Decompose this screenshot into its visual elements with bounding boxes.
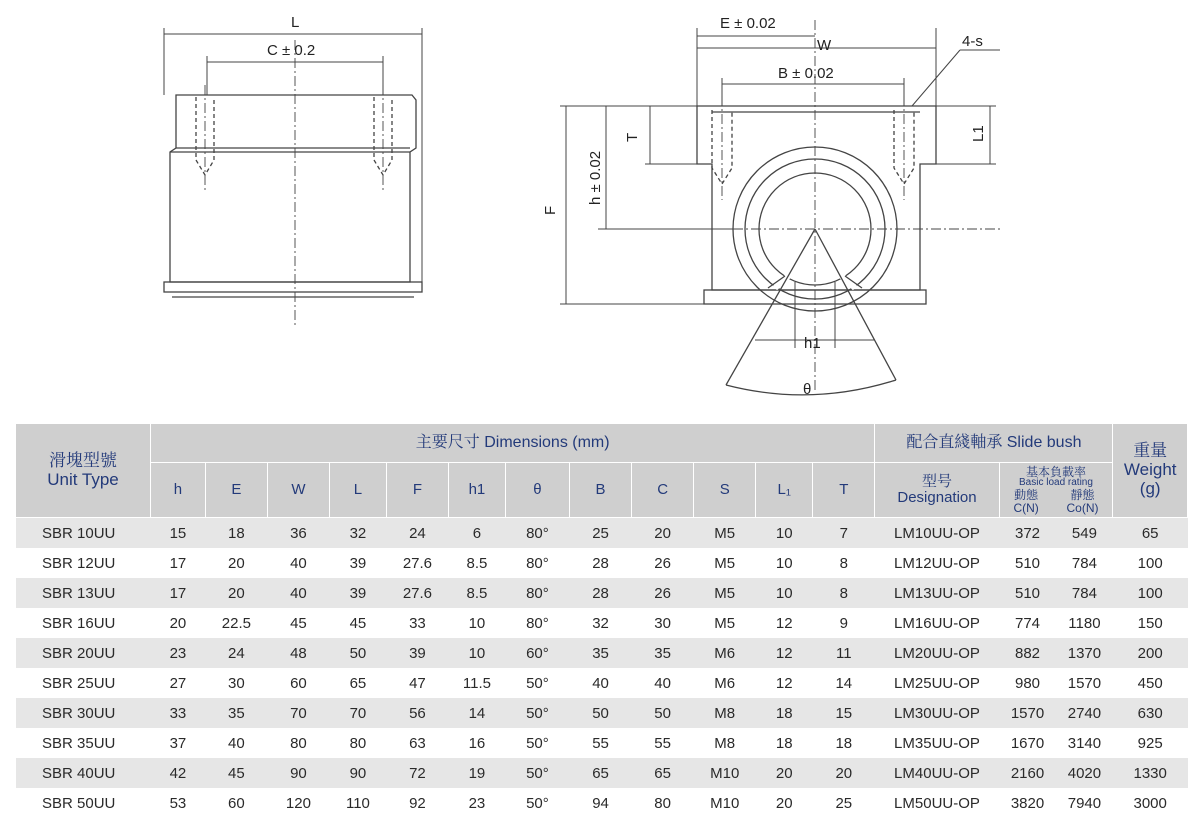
- table-cell: 28: [570, 548, 632, 578]
- weight-cn: 重量: [1133, 441, 1168, 461]
- table-cell: 55: [570, 728, 632, 758]
- table-cell: 80°: [505, 578, 569, 608]
- dim-E-label: E ± 0.02: [720, 15, 776, 32]
- table-cell: 16: [448, 728, 505, 758]
- table-cell: 50: [632, 698, 694, 728]
- table-cell: 100: [1113, 578, 1188, 608]
- table-row: [16, 518, 1188, 549]
- table-row: [16, 608, 1188, 638]
- table-cell: 24: [205, 638, 267, 668]
- table-cell: 8: [813, 548, 875, 578]
- table-cell: LM16UU-OP: [875, 608, 999, 638]
- col-load-rating: [999, 463, 1113, 518]
- table-row: [16, 698, 1188, 728]
- table-cell: SBR 30UU: [16, 698, 151, 728]
- col-theta: θ: [505, 463, 569, 518]
- table-cell: LM50UU-OP: [875, 788, 999, 818]
- col-S: S: [694, 463, 756, 518]
- weight-header: [1113, 424, 1188, 518]
- table-cell: 11: [813, 638, 875, 668]
- table-cell: 510: [999, 548, 1056, 578]
- table-cell: 18: [756, 728, 813, 758]
- table-cell: 50°: [505, 788, 569, 818]
- table-cell: 774: [999, 608, 1056, 638]
- table-cell: 24: [386, 518, 448, 549]
- dim-T-label: T: [624, 132, 641, 142]
- table-cell: 3820: [999, 788, 1056, 818]
- table-cell: 35: [570, 638, 632, 668]
- co-en: Co(N): [1066, 500, 1099, 515]
- table-cell: M5: [694, 548, 756, 578]
- table-cell: 1670: [999, 728, 1056, 758]
- col-L1: L₁: [756, 463, 813, 518]
- table-cell: 90: [267, 758, 329, 788]
- table-cell: 36: [267, 518, 329, 549]
- col-h: h: [151, 463, 206, 518]
- table-cell: 6: [448, 518, 505, 549]
- col-W: W: [267, 463, 329, 518]
- table-cell: 15: [813, 698, 875, 728]
- table-cell: 94: [570, 788, 632, 818]
- table-cell: 23: [448, 788, 505, 818]
- table-cell: SBR 20UU: [16, 638, 151, 668]
- table-cell: 784: [1056, 578, 1113, 608]
- table-cell: 7940: [1056, 788, 1113, 818]
- unit-type-en: Unit Type: [47, 469, 119, 489]
- table-cell: 50°: [505, 758, 569, 788]
- table-cell: 80: [267, 728, 329, 758]
- table-cell: 10: [448, 608, 505, 638]
- table-cell: 70: [267, 698, 329, 728]
- table-cell: SBR 25UU: [16, 668, 151, 698]
- slide-bush-header: 配合直綫軸承 Slide bush: [875, 424, 1113, 463]
- table-cell: 35: [632, 638, 694, 668]
- table-cell: 27.6: [386, 548, 448, 578]
- table-cell: 2740: [1056, 698, 1113, 728]
- dimensions-header: 主要尺寸 Dimensions (mm): [151, 424, 875, 463]
- table-cell: 30: [632, 608, 694, 638]
- table-cell: 10: [756, 548, 813, 578]
- dim-C-label: C ± 0.2: [267, 42, 316, 59]
- table-cell: SBR 12UU: [16, 548, 151, 578]
- table-cell: 50°: [505, 728, 569, 758]
- table-cell: 19: [448, 758, 505, 788]
- table-row: [16, 758, 1188, 788]
- table-cell: M10: [694, 758, 756, 788]
- table-cell: 450: [1113, 668, 1188, 698]
- table-cell: 20: [205, 548, 267, 578]
- table-cell: 3000: [1113, 788, 1188, 818]
- table-cell: 23: [151, 638, 206, 668]
- co-cn: 靜態: [1070, 487, 1095, 502]
- table-cell: LM13UU-OP: [875, 578, 999, 608]
- table-cell: LM20UU-OP: [875, 638, 999, 668]
- table-cell: 40: [632, 668, 694, 698]
- dim-B-label: B ± 0.02: [778, 65, 834, 82]
- table-cell: 27: [151, 668, 206, 698]
- table-cell: 56: [386, 698, 448, 728]
- table-cell: 925: [1113, 728, 1188, 758]
- table-cell: LM12UU-OP: [875, 548, 999, 578]
- table-cell: 14: [813, 668, 875, 698]
- table-cell: LM25UU-OP: [875, 668, 999, 698]
- col-B: B: [570, 463, 632, 518]
- table-cell: M5: [694, 518, 756, 549]
- dim-h-label: h ± 0.02: [587, 150, 604, 205]
- unit-type-header: [16, 424, 151, 518]
- table-cell: 4020: [1056, 758, 1113, 788]
- table-cell: 26: [632, 578, 694, 608]
- table-cell: M6: [694, 638, 756, 668]
- table-cell: 1370: [1056, 638, 1113, 668]
- table-cell: 20: [632, 518, 694, 549]
- table-cell: 14: [448, 698, 505, 728]
- table-cell: 33: [386, 608, 448, 638]
- table-cell: 549: [1056, 518, 1113, 549]
- table-cell: 510: [999, 578, 1056, 608]
- table-cell: 53: [151, 788, 206, 818]
- table-cell: 980: [999, 668, 1056, 698]
- table-cell: 40: [267, 578, 329, 608]
- c-cn: 動態: [1014, 487, 1039, 502]
- front-view: [164, 28, 422, 325]
- col-E: E: [205, 463, 267, 518]
- table-cell: 1180: [1056, 608, 1113, 638]
- dim-h1-label: h1: [804, 335, 821, 352]
- table-cell: 50°: [505, 668, 569, 698]
- table-cell: 18: [813, 728, 875, 758]
- table-cell: 784: [1056, 548, 1113, 578]
- table-cell: 80°: [505, 518, 569, 549]
- col-F: F: [386, 463, 448, 518]
- table-cell: 120: [267, 788, 329, 818]
- table-cell: 2160: [999, 758, 1056, 788]
- table-cell: 40: [267, 548, 329, 578]
- table-cell: 630: [1113, 698, 1188, 728]
- table-cell: 39: [386, 638, 448, 668]
- col-designation: [875, 463, 999, 518]
- dim-W-label: W: [817, 37, 832, 54]
- table-cell: 28: [570, 578, 632, 608]
- dim-L1-label: L1: [970, 125, 987, 142]
- table-cell: 150: [1113, 608, 1188, 638]
- table-cell: 10: [448, 638, 505, 668]
- col-C: C: [632, 463, 694, 518]
- table-cell: 17: [151, 578, 206, 608]
- table-cell: SBR 13UU: [16, 578, 151, 608]
- table-cell: 50: [329, 638, 386, 668]
- table-cell: 20: [205, 578, 267, 608]
- designation-en: Designation: [897, 489, 977, 506]
- table-cell: 32: [570, 608, 632, 638]
- col-h1: h1: [448, 463, 505, 518]
- table-cell: 37: [151, 728, 206, 758]
- dim-s-label: 4-s: [962, 33, 983, 50]
- table-cell: M5: [694, 608, 756, 638]
- table-cell: 18: [205, 518, 267, 549]
- col-T: T: [813, 463, 875, 518]
- table-cell: 40: [570, 668, 632, 698]
- load-en: Basic load rating: [1019, 477, 1093, 489]
- table-cell: LM35UU-OP: [875, 728, 999, 758]
- table-row: [16, 788, 1188, 818]
- table-cell: 65: [632, 758, 694, 788]
- table-cell: LM30UU-OP: [875, 698, 999, 728]
- table-cell: SBR 40UU: [16, 758, 151, 788]
- table-cell: 22.5: [205, 608, 267, 638]
- table-cell: 1570: [999, 698, 1056, 728]
- table-cell: 12: [756, 608, 813, 638]
- table-cell: 20: [756, 788, 813, 818]
- table-row: [16, 548, 1188, 578]
- table-cell: M10: [694, 788, 756, 818]
- table-cell: 30: [205, 668, 267, 698]
- table-cell: 12: [756, 638, 813, 668]
- table-cell: 25: [813, 788, 875, 818]
- table-cell: SBR 50UU: [16, 788, 151, 818]
- table-cell: 39: [329, 578, 386, 608]
- designation-cn: 型号: [921, 472, 952, 490]
- table-cell: M5: [694, 578, 756, 608]
- table-cell: 17: [151, 548, 206, 578]
- c-en: C(N): [1013, 500, 1039, 515]
- col-L: L: [329, 463, 386, 518]
- table-cell: 42: [151, 758, 206, 788]
- table-cell: 80: [632, 788, 694, 818]
- table-cell: 50: [570, 698, 632, 728]
- table-cell: 60: [267, 668, 329, 698]
- table-cell: 27.6: [386, 578, 448, 608]
- load-cn: 基本負載率: [1025, 464, 1086, 479]
- table-cell: 65: [570, 758, 632, 788]
- table-cell: 7: [813, 518, 875, 549]
- spec-table: [16, 424, 1188, 818]
- table-cell: 110: [329, 788, 386, 818]
- table-cell: 20: [151, 608, 206, 638]
- table-row: [16, 578, 1188, 608]
- table-cell: 18: [756, 698, 813, 728]
- table-cell: 8.5: [448, 578, 505, 608]
- table-row: [16, 728, 1188, 758]
- table-cell: 48: [267, 638, 329, 668]
- table-cell: 15: [151, 518, 206, 549]
- table-cell: 47: [386, 668, 448, 698]
- table-cell: SBR 35UU: [16, 728, 151, 758]
- table-cell: 26: [632, 548, 694, 578]
- table-cell: 8.5: [448, 548, 505, 578]
- table-cell: 63: [386, 728, 448, 758]
- table-cell: 90: [329, 758, 386, 788]
- table-cell: 50°: [505, 698, 569, 728]
- dim-theta-label: θ: [803, 381, 812, 398]
- table-cell: 55: [632, 728, 694, 758]
- table-cell: SBR 16UU: [16, 608, 151, 638]
- table-cell: M6: [694, 668, 756, 698]
- table-row: [16, 668, 1188, 698]
- table-cell: 9: [813, 608, 875, 638]
- table-cell: 65: [329, 668, 386, 698]
- table-cell: 372: [999, 518, 1056, 549]
- table-cell: 10: [756, 518, 813, 549]
- weight-en: Weight (g): [1123, 460, 1177, 498]
- dim-L-label: L: [291, 14, 300, 31]
- table-cell: 33: [151, 698, 206, 728]
- table-cell: M8: [694, 698, 756, 728]
- table-cell: 65: [1113, 518, 1188, 549]
- table-cell: 3140: [1056, 728, 1113, 758]
- table-cell: 882: [999, 638, 1056, 668]
- table-cell: 200: [1113, 638, 1188, 668]
- table-cell: 20: [756, 758, 813, 788]
- table-cell: 12: [756, 668, 813, 698]
- table-row: [16, 638, 1188, 668]
- table-cell: 92: [386, 788, 448, 818]
- table-cell: LM40UU-OP: [875, 758, 999, 788]
- table-cell: 45: [205, 758, 267, 788]
- table-cell: 45: [329, 608, 386, 638]
- table-cell: 25: [570, 518, 632, 549]
- table-cell: 60°: [505, 638, 569, 668]
- table-cell: 1330: [1113, 758, 1188, 788]
- table-cell: 80: [329, 728, 386, 758]
- table-cell: M8: [694, 728, 756, 758]
- technical-drawing: [0, 0, 1200, 410]
- spec-table-body: [16, 518, 1188, 819]
- dim-F-label: F: [542, 205, 559, 215]
- table-cell: 8: [813, 578, 875, 608]
- table-cell: 80°: [505, 608, 569, 638]
- table-cell: 70: [329, 698, 386, 728]
- table-cell: LM10UU-OP: [875, 518, 999, 549]
- table-cell: 1570: [1056, 668, 1113, 698]
- table-cell: 100: [1113, 548, 1188, 578]
- table-cell: 20: [813, 758, 875, 788]
- table-cell: 35: [205, 698, 267, 728]
- table-cell: 32: [329, 518, 386, 549]
- table-cell: 40: [205, 728, 267, 758]
- table-cell: 72: [386, 758, 448, 788]
- table-cell: 60: [205, 788, 267, 818]
- table-cell: SBR 10UU: [16, 518, 151, 549]
- table-cell: 10: [756, 578, 813, 608]
- table-cell: 45: [267, 608, 329, 638]
- table-cell: 11.5: [448, 668, 505, 698]
- table-cell: 80°: [505, 548, 569, 578]
- unit-type-cn: 滑塊型號: [49, 450, 117, 470]
- table-cell: 39: [329, 548, 386, 578]
